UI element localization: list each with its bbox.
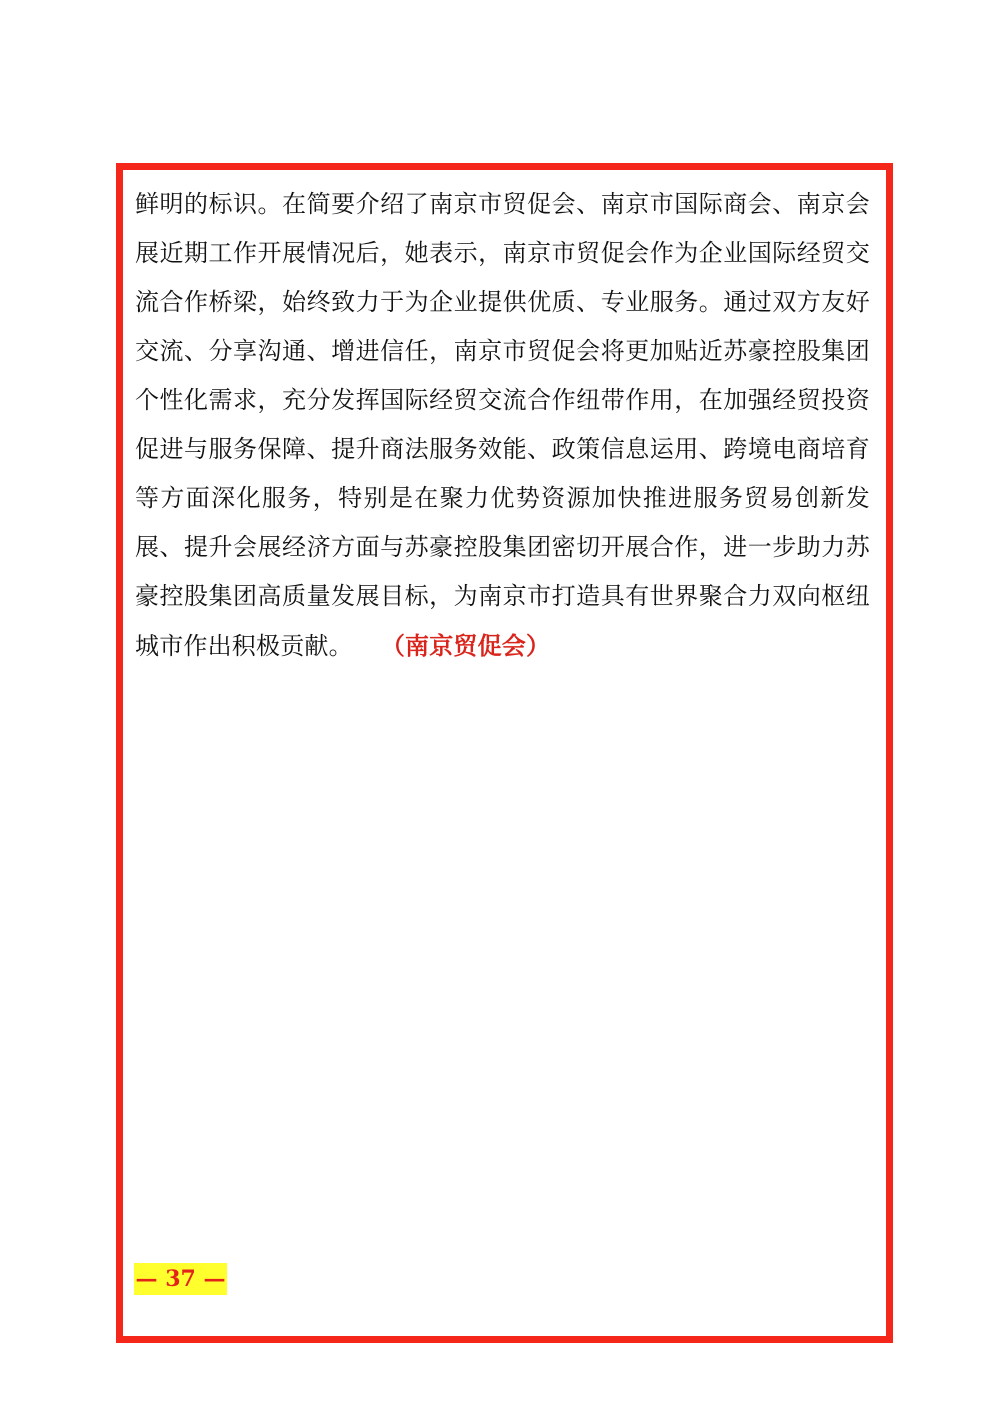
article-body-text: 鲜明的标识。在简要介绍了南京市贸促会、南京市国际商会、南京会展近期工作开展情况后，她表示，南京市贸促会作为企业国际经贸交流合作桥梁，始终致力于为企业提供优质、专业服务。通过双方友好交流、分享沟通、增进信任，南京市贸促会将更加贴近苏豪控股集团个性化需求，充分发挥国际经贸交流合作纽带作用，在加强经贸投资促进与服务保障、提升商法服务效能、政策信息运用、跨境电商培育等方面深化服务，特别是在聚力优势资源加快推进服务贸易创新发展、提升会展经济方面与苏豪控股集团密切开展合作，进一步助力苏豪控股集团高质量发展目标，为南京市打造具有世界聚合力双向枢纽城市作出积极贡献。 — [135, 190, 870, 660]
article-paragraph — [135, 180, 870, 671]
page-number: — 37 — — [134, 1263, 227, 1295]
article-source: （南京贸促会） — [392, 631, 551, 660]
